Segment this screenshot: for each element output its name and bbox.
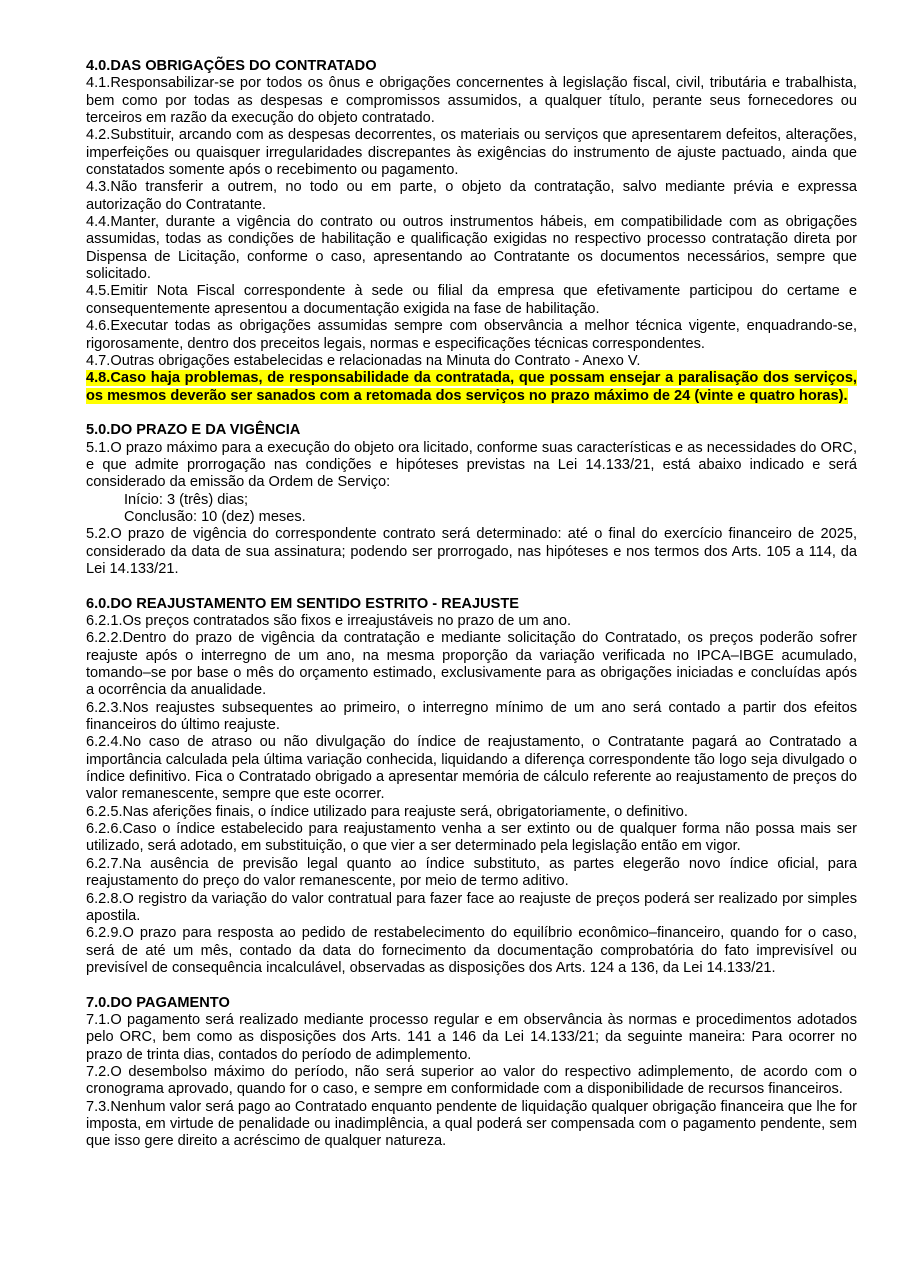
clause-7-1: 7.1.O pagamento será realizado mediante processo regular e em observância às normas e procedimentos adotados pelo ORC, bem como as disposições dos Arts. 141 a 146 da Lei 14.133/21; da seguinte maneira: Para ocorrer no prazo de trinta dias, contados do período de adimplemento. bbox=[86, 1011, 857, 1063]
highlighted-text: 4.8.Caso haja problemas, de responsabilidade da contratada, que possam ensejar a paralisação dos serviços, os mesmos deverão ser sanados com a retomada dos serviços no prazo máximo de 24 (vinte e quatro horas). bbox=[86, 370, 857, 404]
prazo-conclusao: Conclusão: 10 (dez) meses. bbox=[124, 508, 306, 525]
clause-7-3: 7.3.Nenhum valor será pago ao Contratado enquanto pendente de liquidação qualquer obrigação financeira que lhe for imposta, em virtude de penalidade ou inadimplência, a qual poderá ser compensada com o pagamento pendente, sem que isso gere direito a acréscimo de qualquer natureza. bbox=[86, 1098, 857, 1150]
prazo-inicio: Início: 3 (três) dias; bbox=[124, 491, 249, 508]
clause-6-2-9: 6.2.9.O prazo para resposta ao pedido de restabelecimento do equilíbrio econômico–financeiro, quando for o caso, será de até um mês, contado da data do fornecimento da documentação comprobatória do fato imprevisível ou previsível de consequência incalculável, observadas as disposições dos Arts. 124 a 136, da Lei 14.133/21. bbox=[86, 925, 857, 976]
clause-5-1: 5.1.O prazo máximo para a execução do objeto ora licitado, conforme suas características e as necessidades do ORC, e que admite prorrogação nas condições e hipóteses previstas na Lei 14.133/21, está abaixo indicado e será considerado da emissão da Ordem de Serviço: bbox=[86, 439, 857, 491]
clause-4-5: 4.5.Emitir Nota Fiscal correspondente à sede ou filial da empresa que efetivamente participou do certame e consequentemente apresentou a documentação exigida na fase de habilitação. bbox=[86, 283, 857, 317]
section-reajuste bbox=[86, 596, 857, 978]
clause-4-3: 4.3.Não transferir a outrem, no todo ou em parte, o objeto da contratação, salvo mediante prévia e expressa autorização do Contratante. bbox=[86, 179, 857, 213]
clause-6-2-2: 6.2.2.Dentro do prazo de vigência da contratação e mediante solicitação do Contratado, os preços poderão sofrer reajuste após o interregno de um ano, na mesma proporção da variação verificada no IPCA–IBGE acumulado, tomando–se por base o mês do orçamento estimado, exclusivamente para as obrigações iniciadas e concluídas após a ocorrência da anualidade. bbox=[86, 630, 857, 699]
clause-4-1: 4.1.Responsabilizar-se por todos os ônus e obrigações concernentes à legislação fiscal, civil, tributária e trabalhista, bem como por todas as despesas e compromissos assumidos, a qualquer título, perante seus fornecedores ou terceiros em razão da execução do objeto contratado. bbox=[86, 75, 857, 127]
section-heading: 5.0.DO PRAZO E DA VIGÊNCIA bbox=[86, 422, 301, 439]
clause-6-2-3: 6.2.3.Nos reajustes subsequentes ao primeiro, o interregno mínimo de um ano será contado a partir dos efeitos financeiros do último reajuste. bbox=[86, 699, 857, 734]
clause-6-2-1: 6.2.1.Os preços contratados são fixos e irreajustáveis no prazo de um ano. bbox=[86, 613, 572, 629]
clause-4-8-highlighted bbox=[86, 370, 857, 405]
clause-4-2: 4.2.Substituir, arcando com as despesas decorrentes, os materiais ou serviços que apresentarem defeitos, alterações, imperfeições ou quaisquer irregularidades discrepantes às exigências do instrumento de ajuste pactuado, ainda que constatados somente após o recebimento ou pagamento. bbox=[86, 127, 857, 179]
clause-4-6: 4.6.Executar todas as obrigações assumidas sempre com observância a melhor técnica vigente, enquadrando-se, rigorosamente, dentro dos preceitos legais, normas e especificações técnicas correspondentes. bbox=[86, 318, 857, 352]
section-obrigacoes bbox=[86, 58, 857, 405]
section-heading: 6.0.DO REAJUSTAMENTO EM SENTIDO ESTRITO - REAJUSTE bbox=[86, 595, 520, 612]
section-pagamento bbox=[86, 995, 857, 1151]
clause-4-7: 4.7.Outras obrigações estabelecidas e relacionadas na Minuta do Contrato - Anexo V. bbox=[86, 352, 641, 369]
clause-6-2-8: 6.2.8.O registro da variação do valor contratual para fazer face ao reajuste de preços poderá ser realizado por simples apostila. bbox=[86, 890, 857, 924]
clause-6-2-6: 6.2.6.Caso o índice estabelecido para reajustamento venha a ser extinto ou de qualquer forma não possa mais ser utilizado, será adotado, em substituição, o que vier a ser determinado pela legislação então em vigor. bbox=[86, 821, 857, 855]
section-heading: 7.0.DO PAGAMENTO bbox=[86, 994, 230, 1011]
section-heading: 4.0.DAS OBRIGAÇÕES DO CONTRATADO bbox=[86, 58, 377, 74]
clause-6-2-5: 6.2.5.Nas aferições finais, o índice utilizado para reajuste será, obrigatoriamente, o definitivo. bbox=[86, 803, 688, 820]
clause-7-2: 7.2.O desembolso máximo do período, não será superior ao valor do respectivo adimplemento, de acordo com o cronograma aprovado, quando for o caso, e sempre em conformidade com a disponibilidade de recursos financeiros. bbox=[86, 1063, 857, 1098]
clause-4-4: 4.4.Manter, durante a vigência do contrato ou outros instrumentos hábeis, em compatibilidade com as obrigações assumidas, todas as condições de habilitação e qualificação exigidas no respectivo processo contratação direta por Dispensa de Licitação, conforme o caso, apresentando ao Contratante os documentos necessários, sempre que solicitado. bbox=[86, 214, 857, 283]
clause-6-2-4: 6.2.4.No caso de atraso ou não divulgação do índice de reajustamento, o Contratante pagará ao Contratado a importância calculada pela última variação conhecida, liquidando a diferença correspondente tão logo seja divulgado o índice definitivo. Fica o Contratado obrigado a apresentar memória de cálculo referente ao reajustamento de preços do valor remanescente, sempre que este ocorrer. bbox=[86, 734, 857, 803]
document-page bbox=[86, 58, 857, 1151]
clause-6-2-7: 6.2.7.Na ausência de previsão legal quanto ao índice substituto, as partes elegerão novo índice oficial, para reajustamento do preço do valor remanescente, por meio de termo aditivo. bbox=[86, 855, 857, 890]
clause-5-2: 5.2.O prazo de vigência do correspondente contrato será determinado: até o final do exercício financeiro de 2025, considerado da data de sua assinatura; podendo ser prorrogado, nas hipóteses e nos termos dos Arts. 105 a 114, da Lei 14.133/21. bbox=[86, 526, 857, 577]
section-prazo-vigencia bbox=[86, 422, 857, 578]
